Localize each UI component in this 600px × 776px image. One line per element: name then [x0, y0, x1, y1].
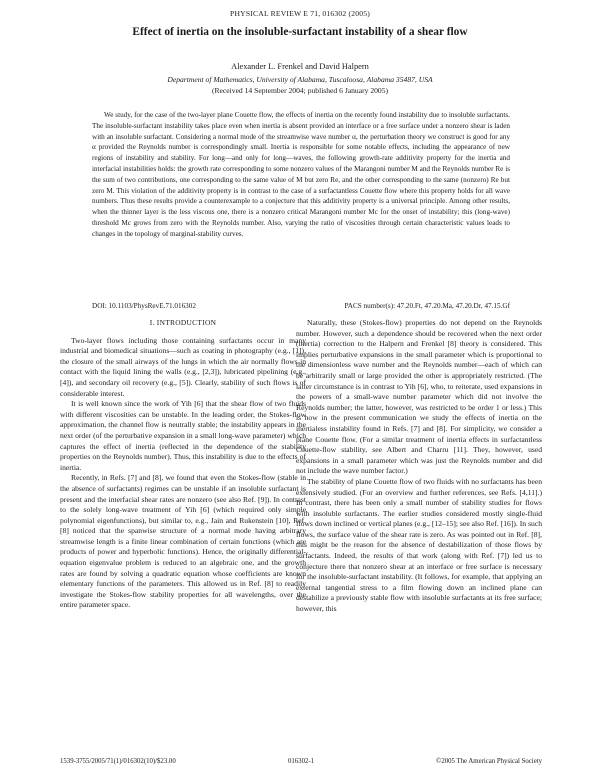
- section-heading: I. INTRODUCTION: [149, 318, 217, 327]
- affiliation: Department of Mathematics, University of Alabama, Tuscaloosa, Alabama 35487, USA: [167, 75, 433, 84]
- authors: Alexander L. Frenkel and David Halpern: [231, 62, 369, 71]
- paragraph: Recently, in Refs. [7] and [8], we found that even the Stokes-flow (stable in the absence of surfactants) regimes can be unstable if an insoluble surfactant is present and the interfacial shear rates are nonzero (see also Ref. [9]). In contrast to the solely long-wave treatment of Yih [6] (which required only simple polynomial eigenfunctions), but similar to, e.g., Jain and Rukenstein [10], Ref. [8] noticed that the spanwise structure of a normal mode having arbitrary streamwise length is a finite linear combination of certain functions (which are products of power and hyperbolic functions). Hence, the originally differential-equation eigenvalue problem is reduced to an algebraic one, and the growth rates are found by solving a quadratic equation whose coefficients are known elementary functions of the parameters. This allowed us in Ref. [8] to readily investigate the Stokes-flow stability properties for all wavelengths, over the entire parameter space.: [60, 473, 306, 610]
- running-head: PHYSICAL REVIEW E 71, 016302 (2005): [230, 9, 370, 18]
- footer-copyright: ©2005 The American Physical Society: [436, 758, 542, 765]
- paragraph: The stability of plane Couette flow of two fluids with no surfactants has been extensively studied. (For an overview and further references, see Refs. [4,11].) In contrast, there has been only a small number of stability studies for flows with insoluble surfactants. The earlier studies considered mostly single-fluid flows down inclined or vertical planes (e.g., [12–15]; see also Ref. [16]). In such flows, the surface value of the shear rate is zero. As was pointed out in Ref. [8], this might be the reason for the absence of destabilization of those flows by surfactants. Indeed, the results of that work (along with Ref. [7]) led us to conjecture there that nonzero shear at an interface or free surface is necessary for the insoluble-surfactant instability. (It follows, for example, that applying an external tangential stress to a film flowing down an inclined plane can destabilize a previously stable flow with insoluble surfactants at its free surface; however, this: [296, 476, 542, 614]
- paragraph: Naturally, these (Stokes-flow) properties do not depend on the Reynolds number. However, such a dependence should be recovered when the next order (inertia) correction to the Halpern and Frenkel [8] theory is considered. This implies perturbative expansions in the small parameter which is proportional to the dimensionless wave number and the Reynolds number—each of which can be arbitrarily small or large provided the other is appropriately restricted. (The latter circumstance is in contrast to Yih [6], who, to reiterate, used expansions in the powers of a small-wave number parameter which did not involve the Reynolds number; the latter, however, was restricted to be order 1 or less.) This is how in the present communication we study the effects of inertia on the inertialess instability found in Refs. [7] and [8]. For simplicity, we consider a plane Couette flow. (For a similar treatment of inertia effects in surfactantless Couette-flow stability, see Albert and Charru [11]. They, however, used expansions in a small parameter which was just the Reynolds number and did not include the wave number factor.): [296, 318, 542, 476]
- left-column: [60, 318, 306, 611]
- right-column: [296, 318, 542, 615]
- received-dates: (Received 14 September 2004; published 6 January 2005): [211, 86, 389, 95]
- footer-page-number: 016302-1: [287, 758, 315, 765]
- paragraph: Two-layer flows including those containing surfactants occur in many industrial and biomedical situations—such as coating in photography (e.g., [1]), the closure of the small airways of the lungs in which the air normally flows in contact with the liquid lining the walls (e.g., [2,3]), lubricated pipelining (e.g., [4]), and secondary oil recovery (e.g., [5]). Clearly, stability of such flows is of considerable interest.: [60, 335, 306, 398]
- paragraph: It is well known since the work of Yih [6] that the shear flow of two fluids with different viscosities can be unstable. In the leading order, the Stokes-flow approximation, the channel flow is neutrally stable; the instability appears in the next order (of the perturbative expansion in a small long-wave parameter) which captures the effect of inertia (reflected in the dependence of the stability properties on the Reynolds number). Thus, this instability is due to the effects of inertia.: [60, 399, 306, 472]
- doi: DOI: 10.1103/PhysRevE.71.016302: [92, 302, 196, 310]
- pacs-numbers: PACS number(s): 47.20.Ft, 47.20.Ma, 47.20.Dr, 47.15.Gf: [344, 302, 510, 310]
- footer-issn: 1539-3755/2005/71(1)/016302(10)/$23.00: [60, 758, 176, 765]
- paper-title: Effect of inertia on the insoluble-surfactant instability of a shear flow: [132, 26, 468, 38]
- abstract: We study, for the case of the two-layer plane Couette flow, the effects of inertia on the recently found instability due to insoluble surfactants. The insoluble-surfactant instability takes place even when inertia is absent provided an interface or a free surface under a nonzero shear is laden with an insoluble surfactant. Considering a normal mode of the streamwise wave number α, the perturbation theory we construct is good for any α provided the Reynolds number is correspondingly small. Inertia is responsible for some notable effects, including the appearance of new regions of instability and stability. For long—and only for long—waves, the following growth-rate additivity property for the inertia and interfacial instabilities holds: the growth rate corresponding to some nonzero values of the Marangoni number M and the Reynolds number Re is the sum of two contributions, one corresponding to the same value of M but zero Re, and the other corresponding to the same (nonzero) Re but zero M. This violation of the additivity property is in contrast to the case of a surfactantless Couette flow where this property holds for all wave numbers. Thus these results provide a counterexample to a conjecture that this additivity property is a universal principle. Among other results, when the thinner layer is the less viscous one, there is a nonzero critical Marangoni number Mc for the onset of instability; this (long-wave) threshold Mc grows from zero with the Reynolds number. Also, varying the ratio of viscosities through certain characteristic values leads to changes in the topology of marginal-stability curves.: [92, 111, 510, 238]
